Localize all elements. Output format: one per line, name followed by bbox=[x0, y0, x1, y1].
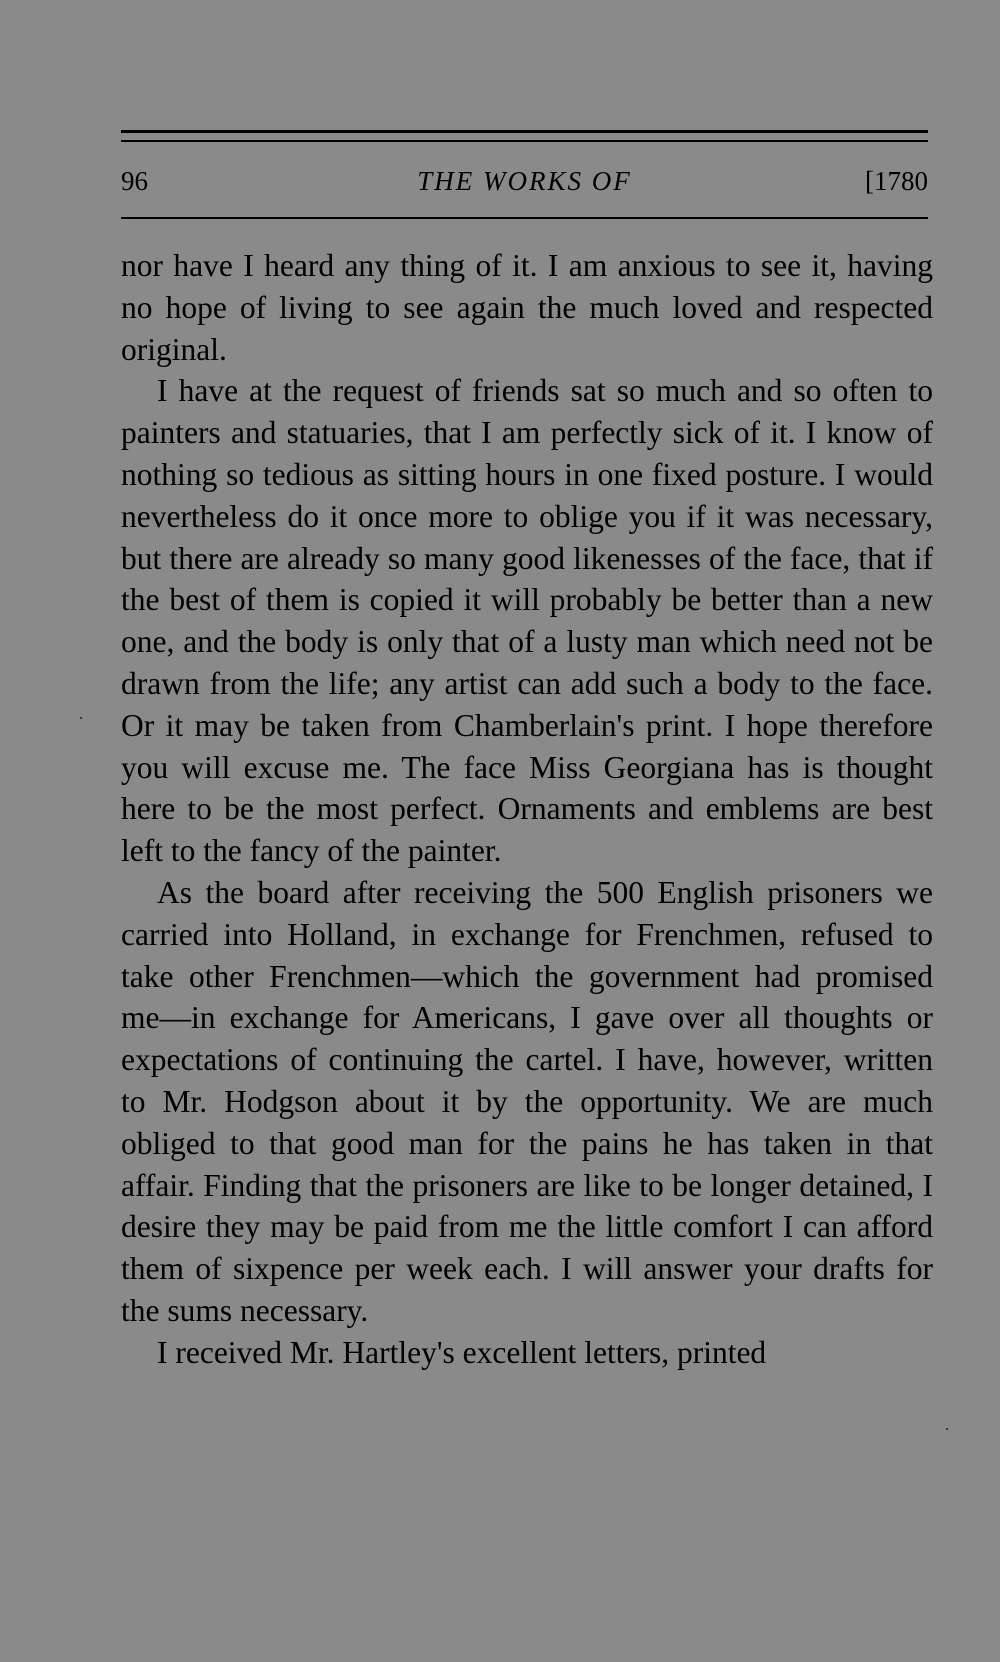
body-text bbox=[121, 245, 933, 1374]
paragraph: I received Mr. Hartley's excellent letters, printed bbox=[157, 1334, 767, 1370]
scan-speck bbox=[80, 717, 82, 719]
paragraph: I have at the request of friends sat so much and so often to painters and statuaries, that I am perfectly sick of it. I know of nothing so tedious as sitting hours in one fixed posture. I would nevertheless do it once more to oblige you if it was necessary, but there are already so many good likenesses of the face, that if the best of them is copied it will probably be better than a new one, and the body is only that of a lusty man which need not be drawn from the life; any artist can add such a body to the face. Or it may be taken from Chamberlain's print. I hope therefore you will excuse me. The face Miss Georgiana has is thought here to be the most perfect. Ornaments and emblems are best left to the fancy of the painter. bbox=[121, 373, 933, 869]
paragraph: As the board after receiving the 500 English prisoners we carried into Holland, in exchange for Frenchmen, refused to take other Frenchmen—which the government had promised me—in exchange for Americans, I gave over all thoughts or expectations of continuing the cartel. I have, however, written to Mr. Hodgson about it by the opportunity. We are much obliged to that good man for the pains he has taken in that affair. Finding that the prisoners are like to be longer detained, I desire they may be paid from me the little comfort I can afford them of sixpence per week each. I will answer your drafts for the sums necessary. bbox=[121, 874, 933, 1328]
scan-speck bbox=[946, 1428, 948, 1430]
top-rule-thin bbox=[121, 140, 928, 142]
page-number: 96 bbox=[121, 166, 148, 196]
year-mark: [1780 bbox=[865, 166, 928, 196]
running-head bbox=[121, 160, 928, 202]
running-title: THE WORKS OF bbox=[417, 166, 632, 196]
paragraph-continued: nor have I heard any thing of it. I am anxious to see it, having no hope of living to see again the much loved and respected original. bbox=[121, 248, 933, 367]
top-rule-thick bbox=[121, 130, 928, 133]
header-rule bbox=[121, 217, 928, 219]
